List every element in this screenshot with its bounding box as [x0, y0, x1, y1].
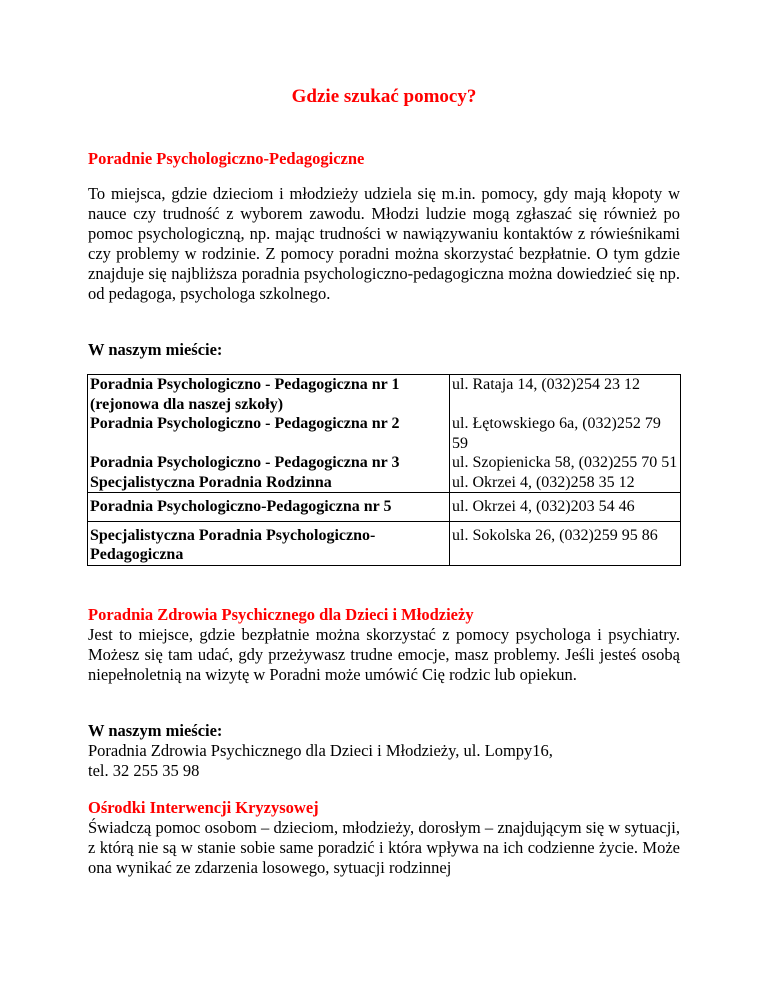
- clinic-name: Poradnia Psychologiczno - Pedagogiczna nr 2: [88, 414, 450, 453]
- section-heading-pzp: Poradnia Zdrowia Psychicznego dla Dzieci i Młodzieży: [88, 605, 474, 624]
- section-paragraph-oik: Świadczą pomoc osobom – dzieciom, młodzieży, dorosłym – znajdującym się w sytuacji, z którą nie są w stanie sobie same poradzić i która wpływa na ich codzienne życie. Może ona wynikać ze zdarzenia losowego, sytuacji rodzinnej: [88, 818, 680, 877]
- section-heading-poradnie: Poradnie Psychologiczno-Pedagogiczne: [88, 149, 365, 168]
- section-paragraph-poradnie: To miejsca, gdzie dzieciom i młodzieży udziela się m.in. pomocy, gdy mają kłopoty w nauce czy trudność z wyborem zawodu. Młodzi ludzie mogą zgłaszać się również po pomoc psychologiczną, np. mając trudności w nawiązywaniu kontaktów z rówieśnikami czy problemy w rodzinie. Z pomocy poradni można skorzystać bezpłatnie. O tym gdzie znajduje się najbliższa poradnia psychologiczno-pedagogiczna można dowiedzieć się np. od pedagoga, psychologa szkolnego.: [88, 184, 680, 303]
- clinic-address: ul. Sokolska 26, (032)259 95 86: [450, 521, 681, 565]
- clinic-name: Poradnia Psychologiczno - Pedagogiczna nr 1 (rejonowa dla naszej szkoły): [88, 375, 450, 415]
- clinic-name: Poradnia Psychologiczno-Pedagogiczna nr 5: [88, 493, 450, 522]
- city-label: W naszym mieście:: [88, 340, 223, 359]
- table-row: [88, 414, 681, 453]
- clinic-address: ul. Rataja 14, (032)254 23 12: [450, 375, 681, 415]
- clinic-address: ul. Okrzei 4, (032)203 54 46: [450, 493, 681, 522]
- section-paragraph-pzp: Jest to miejsce, gdzie bezpłatnie można skorzystać z pomocy psychologa i psychiatry. Możesz się tam udać, gdy przeżywasz trudne emocje, masz problemy. Jeśli jesteś osobą niepełnoletnią na wizytę w Poradni może umówić Cię rodzic lub opiekun.: [88, 625, 680, 684]
- section-heading-oik: Ośrodki Interwencji Kryzysowej: [88, 798, 319, 817]
- table-row: [88, 453, 681, 473]
- city-label: W naszym mieście:: [88, 721, 223, 740]
- table-row: [88, 473, 681, 493]
- clinic-name: Poradnia Psychologiczno - Pedagogiczna nr 3: [88, 453, 450, 473]
- clinic-address: ul. Okrzei 4, (032)258 35 12: [450, 473, 681, 493]
- clinic-address: ul. Szopienicka 58, (032)255 70 51: [450, 453, 681, 473]
- clinic-name: Specjalistyczna Poradnia Psychologiczno-Pedagogiczna: [88, 521, 450, 565]
- table-row: [88, 375, 681, 415]
- clinics-table: [87, 374, 681, 566]
- pzp-address-line1: Poradnia Zdrowia Psychicznego dla Dzieci i Młodzieży, ul. Lompy16,: [88, 741, 553, 760]
- clinic-name: Specjalistyczna Poradnia Rodzinna: [88, 473, 450, 493]
- clinic-address: ul. Łętowskiego 6a, (032)252 79 59: [450, 414, 681, 453]
- page-title: Gdzie szukać pomocy?: [291, 86, 477, 107]
- table-row: [88, 493, 681, 522]
- table-row: [88, 521, 681, 565]
- pzp-address-line2: tel. 32 255 35 98: [88, 761, 200, 780]
